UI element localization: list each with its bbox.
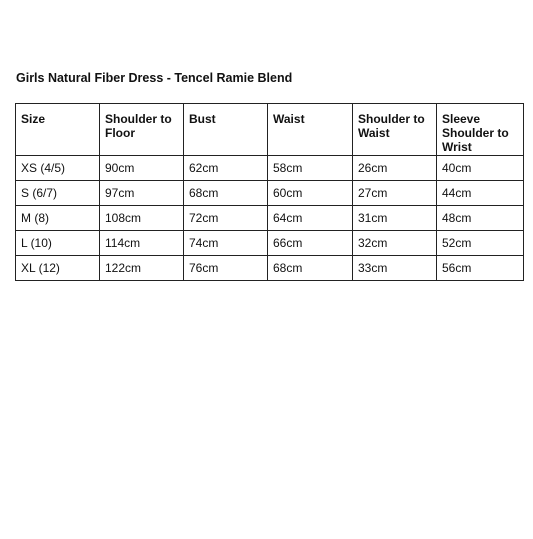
table-cell: 62cm	[184, 156, 268, 181]
table-cell-size: M (8)	[16, 206, 100, 231]
header-sleeve-shoulder-to-wrist: Sleeve Shoulder to Wrist	[437, 104, 524, 156]
table-cell: 40cm	[437, 156, 524, 181]
header-shoulder-to-waist: Shoulder to Waist	[353, 104, 437, 156]
table-cell: 114cm	[100, 231, 184, 256]
table-cell: 33cm	[353, 256, 437, 281]
table-cell: 74cm	[184, 231, 268, 256]
page-title: Girls Natural Fiber Dress - Tencel Ramie Blend	[16, 71, 293, 85]
table-cell: 52cm	[437, 231, 524, 256]
table-cell-size: S (6/7)	[16, 181, 100, 206]
table-cell: 44cm	[437, 181, 524, 206]
table-cell: 72cm	[184, 206, 268, 231]
table-row	[16, 156, 524, 181]
table-cell: 56cm	[437, 256, 524, 281]
table-cell: 76cm	[184, 256, 268, 281]
table-cell: 58cm	[268, 156, 353, 181]
header-shoulder-to-floor: Shoulder to Floor	[100, 104, 184, 156]
table-cell: 68cm	[268, 256, 353, 281]
table-cell: 27cm	[353, 181, 437, 206]
table-cell: 60cm	[268, 181, 353, 206]
table-cell-size: XL (12)	[16, 256, 100, 281]
table-cell: 90cm	[100, 156, 184, 181]
table-cell: 32cm	[353, 231, 437, 256]
size-chart-table	[15, 103, 524, 281]
table-cell: 31cm	[353, 206, 437, 231]
table-row	[16, 181, 524, 206]
table-cell: 108cm	[100, 206, 184, 231]
table-cell-size: XS (4/5)	[16, 156, 100, 181]
table-cell: 66cm	[268, 231, 353, 256]
table-row	[16, 231, 524, 256]
table-row	[16, 206, 524, 231]
table-cell: 26cm	[353, 156, 437, 181]
header-size: Size	[16, 104, 100, 156]
table-cell: 68cm	[184, 181, 268, 206]
table-cell: 48cm	[437, 206, 524, 231]
table-row	[16, 256, 524, 281]
table-cell: 64cm	[268, 206, 353, 231]
table-cell: 97cm	[100, 181, 184, 206]
header-waist: Waist	[268, 104, 353, 156]
header-bust: Bust	[184, 104, 268, 156]
table-cell: 122cm	[100, 256, 184, 281]
table-cell-size: L (10)	[16, 231, 100, 256]
table-header-row	[16, 104, 524, 156]
